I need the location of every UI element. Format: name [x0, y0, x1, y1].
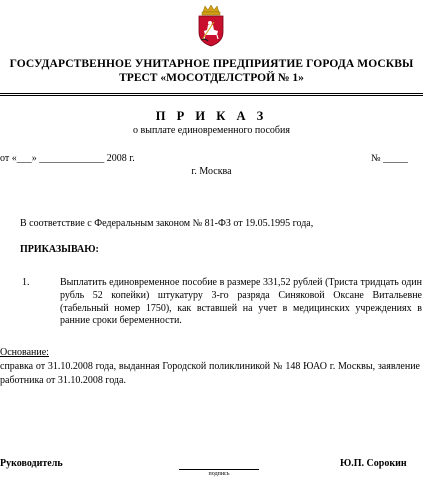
signature-line — [179, 469, 259, 470]
document-title: П Р И К А З — [155, 109, 268, 123]
basis-label: Основание: — [0, 347, 49, 358]
organization-name-line2: ТРЕСТ «МОСОТДЕЛСТРОЙ № 1» — [119, 72, 304, 84]
order-item-text: Выплатить единовременное пособие в размере 331,52 рублей (Триста тридцать один рубль 52 копейки) штукатуру 3-го разряда Синяковой Оксане Витальевне (табельный номер 1750), как вставшей на учет в медицинских учреждениях в ранние сроки беременности. — [60, 277, 422, 327]
basis-text: справка от 31.10.2008 года, выданная Городской поликлиникой № 148 ЮАО г. Москвы, заявление работника от 31.10.2008 года. — [0, 361, 420, 386]
order-heading: ПРИКАЗЫВАЮ: — [20, 244, 99, 255]
order-item-number: 1. — [22, 277, 30, 288]
signature-caption: подпись — [208, 471, 230, 477]
signatory-role: Руководитель — [0, 458, 63, 469]
document-intro: В соответствие с Федеральным законом № 81-ФЗ от 19.05.1995 года, — [20, 218, 314, 229]
organization-name-line1: ГОСУДАРСТВЕННОЕ УНИТАРНОЕ ПРЕДПРИЯТИЕ ГОРОДА МОСКВЫ — [9, 58, 414, 70]
document-subtitle: о выплате единовременного пособия — [133, 125, 290, 136]
signatory-name: Ю.П. Сорокин — [340, 458, 407, 469]
header-divider — [0, 93, 423, 96]
document-city: г. Москва — [191, 166, 232, 177]
document-date-line: от «___» _____________ 2008 г. — [0, 153, 135, 164]
document-number-line: № _____ — [371, 153, 409, 164]
moscow-coat-of-arms-icon — [190, 4, 232, 47]
